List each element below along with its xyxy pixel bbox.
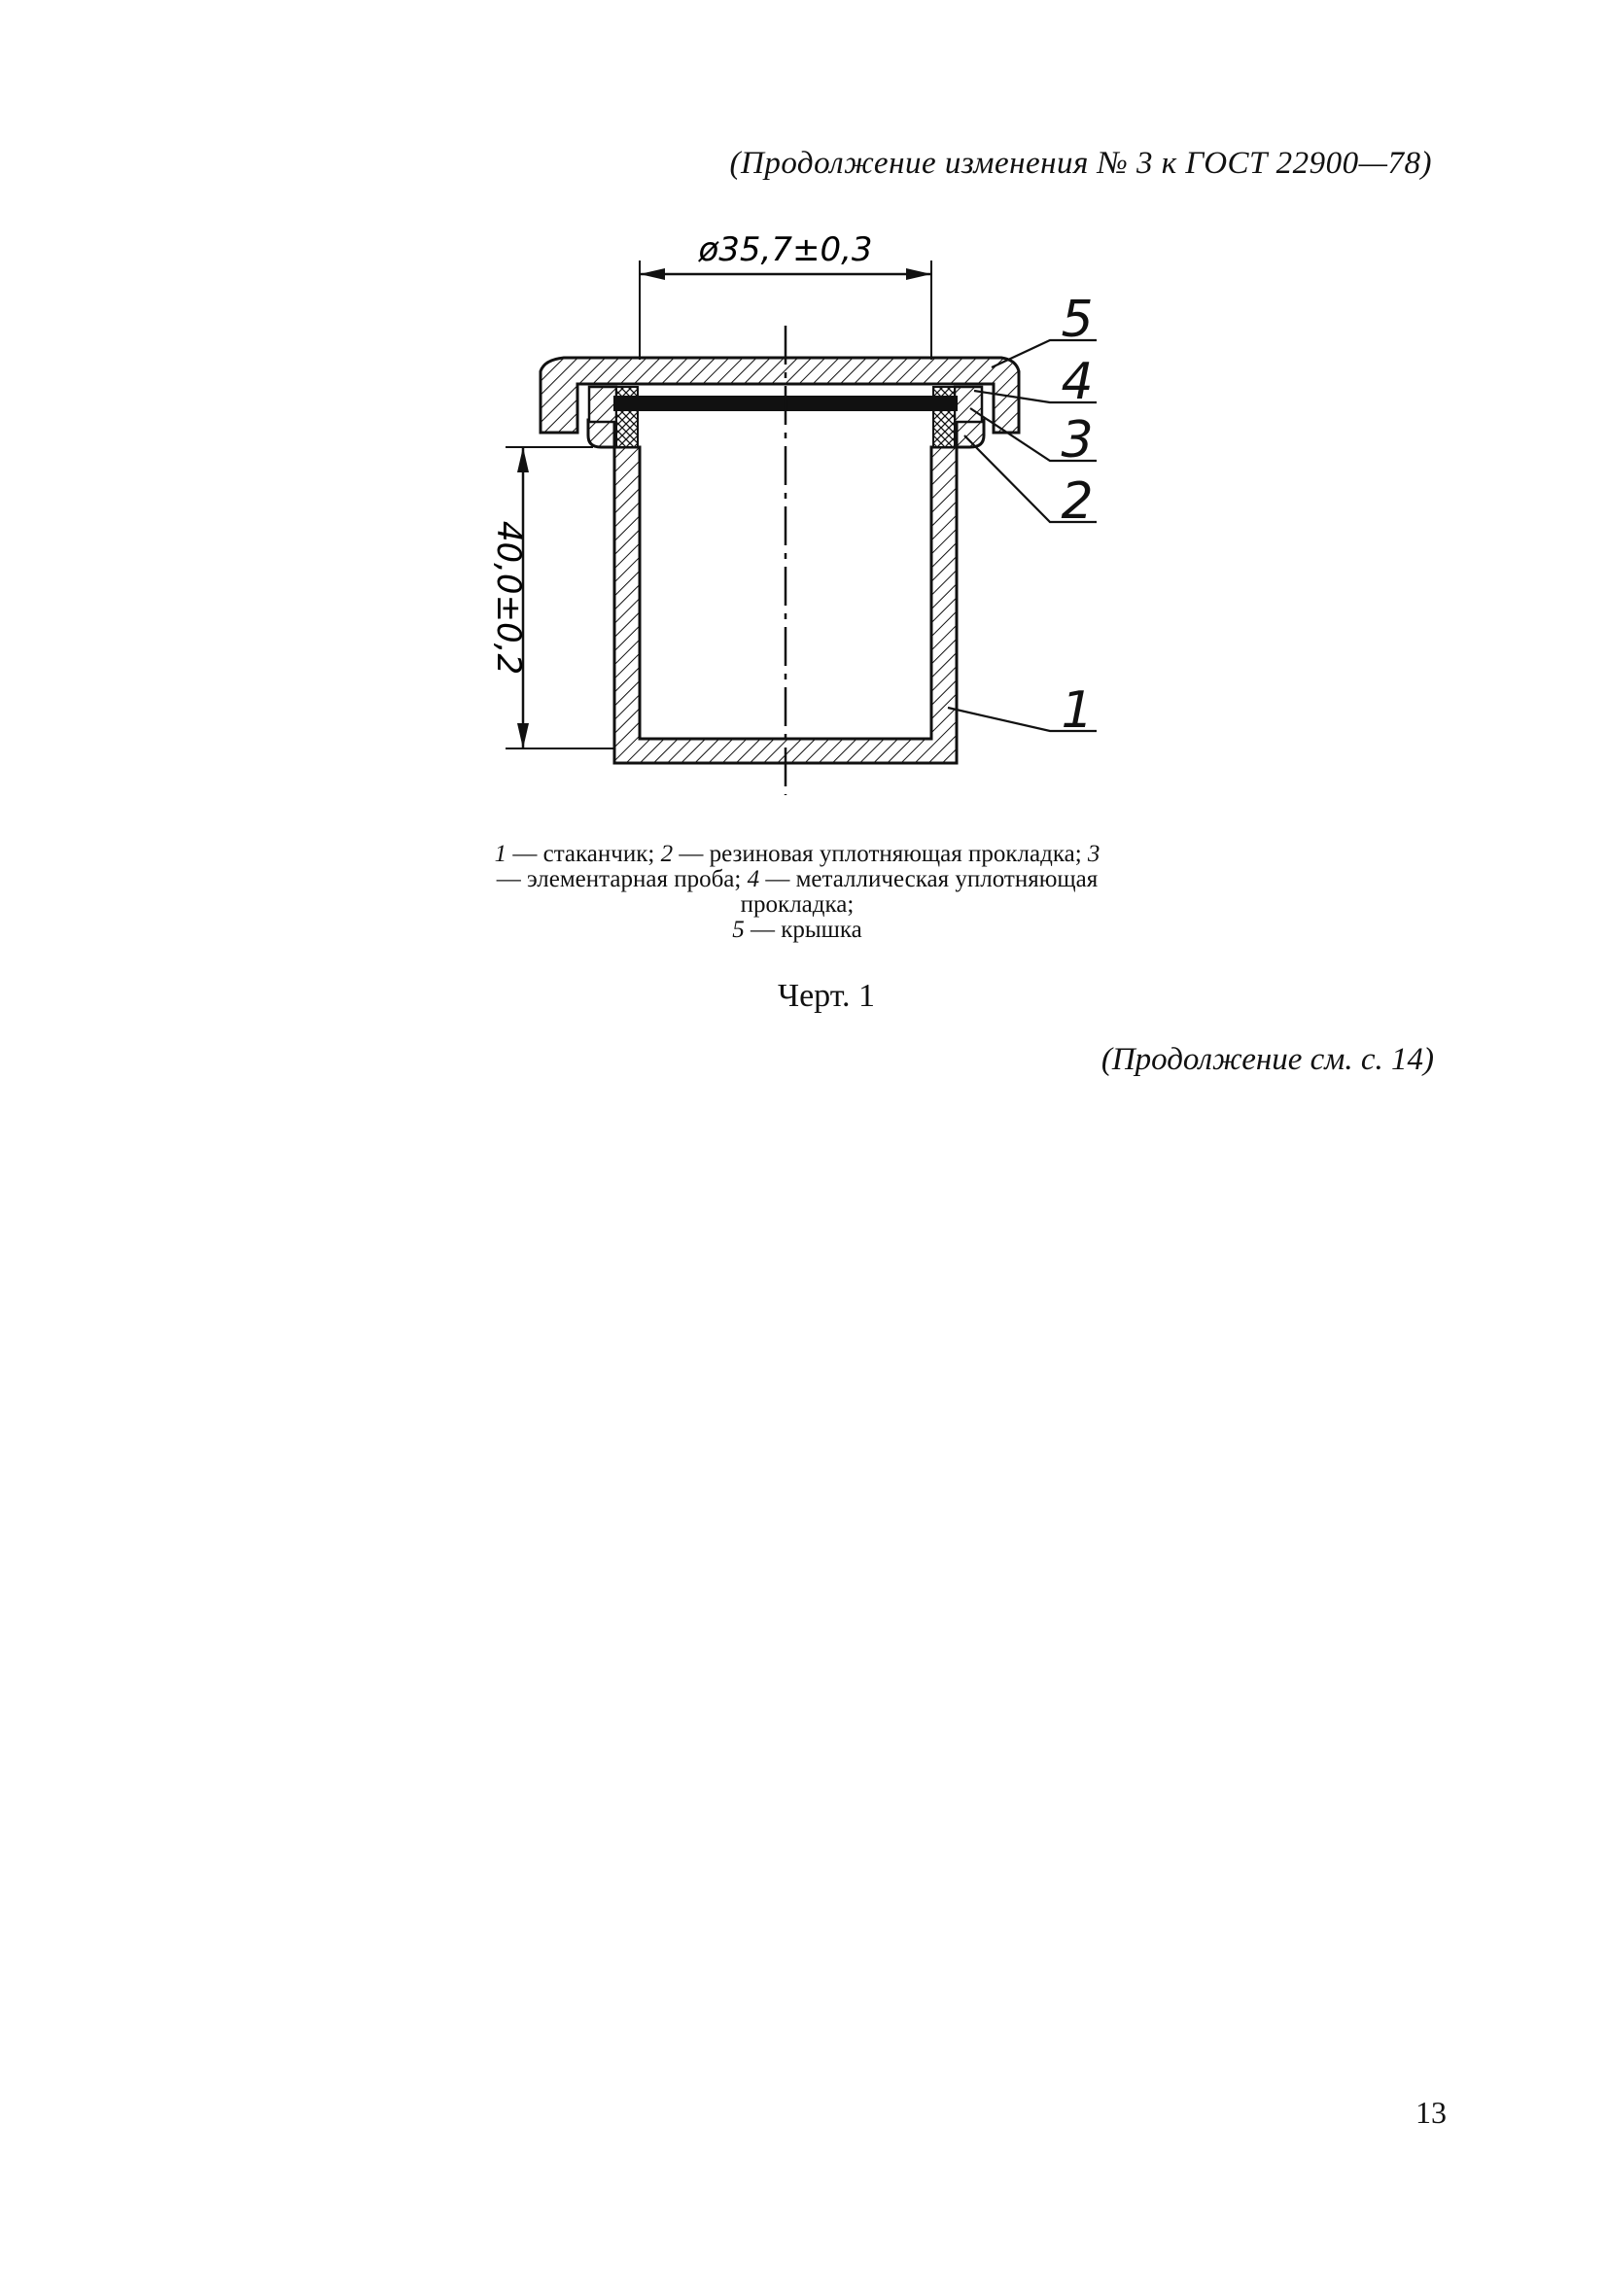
continuation-note: (Продолжение см. с. 14) [1100,1042,1434,1077]
callout-2: 2 [1061,472,1094,531]
caption-text-2: — резиновая уплотняющая прокладка; [673,841,1088,867]
height-label: 40,0±0,2 [489,520,528,676]
page-number: 13 [1415,2095,1447,2130]
figure-label: Черт. 1 [777,978,876,1014]
caption-num-2: 2 [660,841,674,867]
caption-text-4: — металлическая уплотняющая прокладка; [740,866,1099,918]
figure-caption [486,842,1108,943]
technical-drawing [447,214,1147,817]
callout-5: 5 [1061,291,1094,349]
height-dimension [489,447,614,748]
caption-num-1: 1 [494,841,507,867]
page-header: (Продолжение изменения № 3 к ГОСТ 22900—78) [729,146,1432,181]
callout-4: 4 [1061,353,1094,411]
callout-3: 3 [1061,411,1094,470]
caption-num-3: 3 [1087,841,1100,867]
caption-text-5: — крышка [744,917,862,943]
diameter-label: ø35,7±0,3 [698,230,873,269]
caption-text-3: — элементарная проба; [496,866,748,892]
caption-num-5: 5 [732,917,745,943]
caption-text-1: — стаканчик; [507,841,661,867]
callout-1: 1 [1061,681,1094,740]
caption-num-4: 4 [747,866,760,892]
